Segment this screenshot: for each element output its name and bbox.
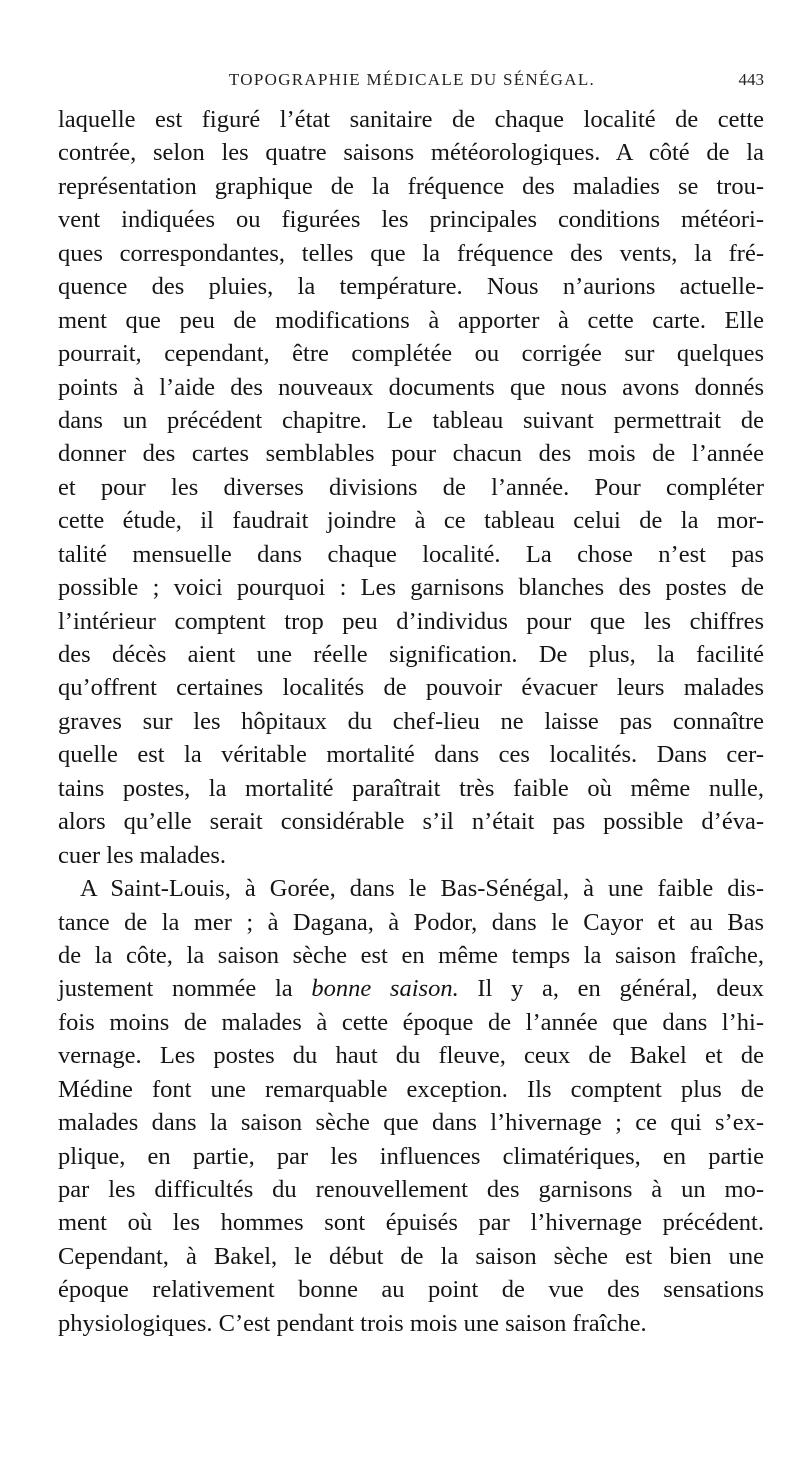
text-line: plique, en partie, par les influences climatériques, en partie: [58, 1142, 764, 1170]
text-line: Médine font une remarquable exception. Ils comptent plus de: [58, 1075, 764, 1103]
paragraph-2: [58, 872, 764, 1340]
text-line: A Saint-Louis, à Gorée, dans le Bas-Sénégal, à une faible dis-: [80, 875, 764, 903]
text-line: des décès aient une réelle signification. De plus, la facilité: [58, 641, 764, 668]
text-line: donner des cartes semblables pour chacun des mois de l’année: [58, 440, 764, 468]
text-segment: justement nommée la: [58, 975, 293, 1003]
text-line: représentation graphique de la fréquence des maladies se trou-: [58, 172, 764, 200]
text-line: possible ; voici pourquoi : Les garnisons blanches des postes de: [58, 574, 764, 602]
text-line: et pour les diverses divisions de l’année. Pour compléter: [58, 473, 764, 501]
text-line: ques correspondantes, telles que la fréquence des vents, la fré-: [58, 239, 764, 267]
text-line: alors qu’elle serait considérable s’il n’était pas possible d’éva-: [58, 808, 764, 836]
running-head: [60, 70, 764, 96]
text-line: ment que peu de modifications à apporter à cette carte. Elle: [58, 306, 764, 334]
text-line: l’intérieur comptent trop peu d’individus pour que les chiffres: [58, 607, 764, 635]
text-line-with-emphasis: [58, 972, 764, 1005]
text-line: tance de la mer ; à Dagana, à Podor, dans le Cayor et au Bas: [58, 908, 764, 936]
text-line: par les difficultés du renouvellement des garnisons à un mo-: [58, 1176, 764, 1203]
body-text: [58, 103, 764, 1340]
text-line: points à l’aide des nouveaux documents que nous avons donnés: [58, 373, 764, 401]
text-line: ment où les hommes sont épuisés par l’hivernage précédent.: [58, 1209, 764, 1237]
text-line: malades dans la saison sèche que dans l’hivernage ; ce qui s’ex-: [58, 1109, 764, 1137]
text-line: quence des pluies, la température. Nous n’aurions actuelle-: [58, 273, 764, 301]
text-line: cuer les malades.: [58, 841, 227, 869]
text-line: vent indiquées ou figurées les principales conditions météori-: [58, 206, 764, 234]
page-number: 443: [738, 70, 764, 89]
text-line: pourrait, cependant, être complétée ou corrigée sur quelques: [58, 340, 764, 368]
text-line: époque relativement bonne au point de vue des sensations: [58, 1276, 764, 1304]
text-line: cette étude, il faudrait joindre à ce tableau celui de la mor-: [58, 507, 764, 535]
emphasis-text: bonne saison.: [311, 975, 459, 1003]
text-line: vernage. Les postes du haut du fleuve, ceux de Bakel et de: [58, 1042, 764, 1070]
running-title: TOPOGRAPHIE MÉDICALE DU SÉNÉGAL.: [228, 70, 596, 89]
text-line: tains postes, la mortalité paraîtrait très faible où même nulle,: [58, 774, 764, 802]
text-line: contrée, selon les quatre saisons météorologiques. A côté de la: [58, 139, 764, 167]
text-line: fois moins de malades à cette époque de l’année que dans l’hi-: [58, 1008, 764, 1036]
text-line: de la côte, la saison sèche est en même temps la saison fraîche,: [58, 941, 764, 969]
text-line: Cependant, à Bakel, le début de la saison sèche est bien une: [58, 1242, 764, 1270]
text-line: talité mensuelle dans chaque localité. La chose n’est pas: [58, 540, 764, 568]
text-line: dans un précédent chapitre. Le tableau suivant permettrait de: [58, 406, 764, 434]
text-segment: Il y a, en général, deux: [477, 975, 764, 1003]
text-line: physiologiques. C’est pendant trois mois une saison fraîche.: [58, 1309, 647, 1337]
text-line: laquelle est figuré l’état sanitaire de chaque localité de cette: [58, 106, 764, 133]
paragraph-1: [58, 103, 764, 872]
text-line: quelle est la véritable mortalité dans ces localités. Dans cer-: [58, 741, 764, 769]
text-line: qu’offrent certaines localités de pouvoir évacuer leurs malades: [58, 674, 764, 702]
text-line: graves sur les hôpitaux du chef-lieu ne laisse pas connaître: [58, 707, 764, 735]
